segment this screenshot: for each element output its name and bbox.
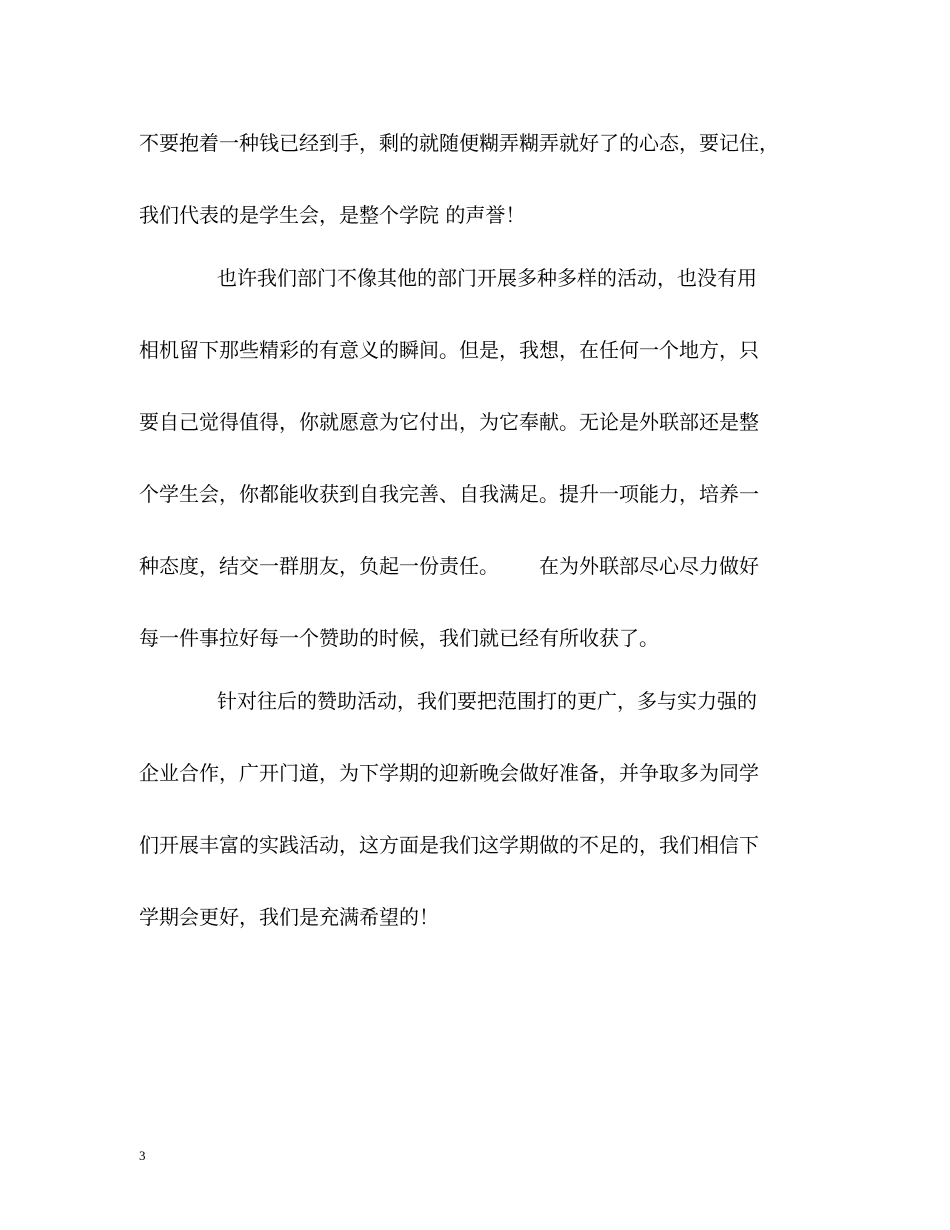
text-line-4: 相机留下那些精彩的有意义的瞬间。但是，我想，在任何一个地方，只: [139, 338, 759, 362]
text-line-8: 每一件事拉好每一个赞助的时候，我们就已经有所收获了。: [139, 626, 659, 650]
text-line-5: 要自己觉得值得，你就愿意为它付出，为它奉献。无论是外联部还是整: [139, 410, 759, 434]
text-line-7b: 在为外联部尽心尽力做好: [539, 554, 759, 578]
text-line-3: 也许我们部门不像其他的部门开展多种多样的活动，也没有用: [217, 266, 757, 290]
text-line-7a: 种态度，结交一群朋友，负起一份责任。: [139, 554, 499, 578]
text-line-7-group: [139, 554, 759, 578]
text-line-2: 我们代表的是学生会，是整个学院 的声誉！: [139, 203, 526, 227]
text-line-9: 针对往后的赞助活动，我们要把范围打的更广，多与实力强的: [217, 689, 757, 713]
text-line-11: 们开展丰富的实践活动，这方面是我们这学期做的不足的，我们相信下: [139, 833, 759, 857]
page-number: 3: [139, 1148, 146, 1163]
text-line-1: 不要抱着一种钱已经到手，剩的就随便糊弄糊弄就好了的心态，要记住，: [139, 131, 779, 155]
text-line-6: 个学生会，你都能收获到自我完善、自我满足。提升一项能力，培养一: [139, 482, 759, 506]
text-line-12: 学期会更好，我们是充满希望的！: [139, 905, 439, 929]
text-line-10: 企业合作，广开门道，为下学期的迎新晚会做好准备，并争取多为同学: [139, 761, 759, 785]
